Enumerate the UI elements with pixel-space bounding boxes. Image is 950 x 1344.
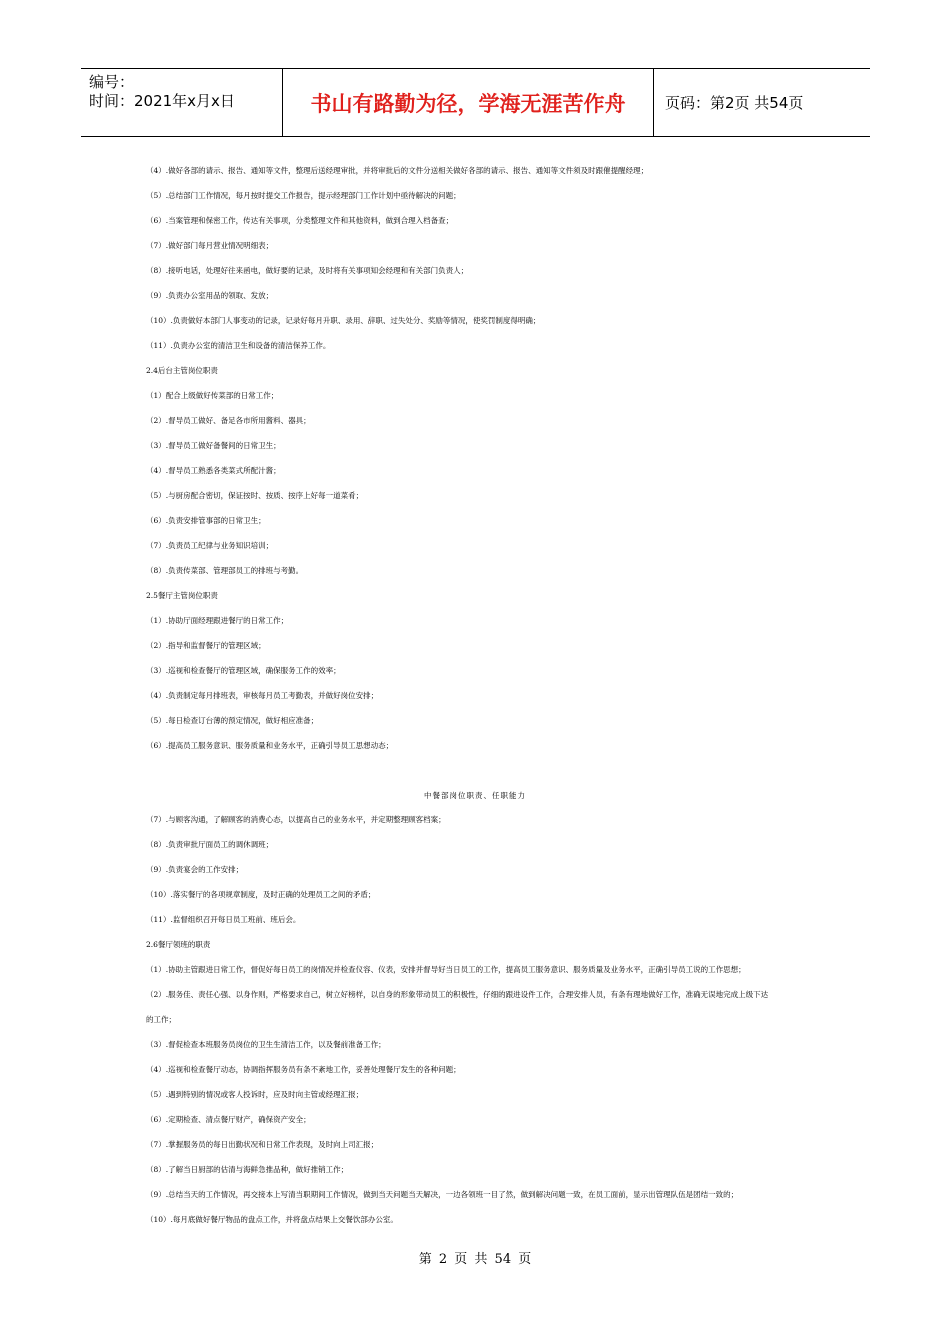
text-line: （1）.协助厅面经理跟进餐厅的日常工作； [146,616,289,625]
text-line: （3）.督促检查本班服务员岗位的卫生生清洁工作，以及餐前准备工作； [146,1040,386,1049]
text-line: （4）.督导员工熟悉各类菜式所配汁酱； [146,466,281,475]
text-line: （2）.服务佳、责任心强、以身作则，严格要求自己，树立好榜样，以自身的形象带动员工的积极性，仔细的跟进设件工作，合理安排人员，有条有理地做好工作，准确无误地完成上级下达 [146,990,769,999]
doc-number-label: 编号： [89,73,135,91]
page-footer: 第 2 页 共 54 页 [418,1252,532,1267]
text-line: （7）.负责员工纪律与业务知识培训； [146,541,274,550]
text-line: （5）.遇到特别的情况或客人投诉时，应及时向主管或经理汇报； [146,1090,364,1099]
text-line: （9）.负责办公室用品的领取、发放； [146,291,274,300]
text-line: （4）.巡视和检查餐厅动态，协调指挥服务员有条不紊地工作，妥善处理餐厅发生的各种问题； [146,1065,461,1074]
text-line: 的工作； [146,1015,176,1024]
text-line: （8）.了解当日厨部的估清与海鲜急推品种，做好推销工作； [146,1165,349,1174]
text-line: （6）.当案管理和保密工作，传达有关事项，分类整理文件和其他资料，做到合理入档备查； [146,216,454,225]
text-line: （4）.负责制定每月排班表，审核每月员工考勤表，并做好岗位安排； [146,691,379,700]
text-line: （7）.掌握服务员的每日出勤状况和日常工作表现，及时向上司汇报； [146,1140,379,1149]
running-title: 中餐部岗位职责、任职能力 [424,791,526,800]
text-line: （6）.负责安排管事部的日常卫生； [146,516,266,525]
section-heading: 2.4后台主管岗位职责 [146,366,218,375]
text-line: （6）.定期检查、清点餐厅财产，确保资产安全； [146,1115,311,1124]
text-line: （2）.督导员工做好、备足各市所用酱料、器具； [146,416,311,425]
section-heading: 2.5餐厅主管岗位职责 [146,591,218,600]
text-line: （9）.总结当天的工作情况，再交接本上写清当职期间工作情况，做到当天问题当天解决，一边各领班一目了然，做到解决问题一致，在员工面前，显示出管理队伍是团结一致的； [146,1190,739,1199]
text-line: （11）.监督组织召开每日员工班前、班后会。 [146,915,301,924]
text-line: （1）.协助主管跟进日常工作，督促好每日员工的岗情况并检查仪容、仪表，安排并督导好当日员工的工作，提高员工服务意识、服务质量及业务水平，正确引导员工说的工作思想； [146,965,746,974]
text-line: （5）.每日检查订台薄的预定情况，做好相应准备； [146,716,319,725]
text-line: （8）.负责审批厅面员工的调休调班； [146,840,274,849]
text-line: （2）.指导和监督餐厅的管理区域； [146,641,266,650]
text-line: （4）.做好各部的请示、报告、通知等文件，整理后送经理审批，并将审批后的文件分送相关做好各部的请示、报告、通知等文件须及时跟催提醒经理； [146,166,649,175]
text-line: （3）.巡视和检查餐厅的管理区域，确保服务工作的效率； [146,666,341,675]
text-line: （11）.负责办公室的清洁卫生和设备的清洁保养工作。 [146,341,331,350]
text-line: （5）.总结部门工作情况，每月按时提交工作报告，提示经理部门工作计划中亟待解决的问题； [146,191,461,200]
text-line: （1）配合上级做好传菜部的日常工作； [146,391,279,400]
header-page-info: 页码：第2页 共54页 [665,94,804,112]
text-line: （10）.落实餐厅的各项规章制度，及时正确的处理员工之间的矛盾； [146,890,376,899]
text-line: （7）.做好部门每月营业情况明细表； [146,241,274,250]
text-line: （8）.负责传菜部、管理部员工的排班与考勤。 [146,566,304,575]
header-motto: 书山有路勤为径，学海无涯苦作舟 [282,69,654,136]
text-line: （3）.督导员工做好备餐间的日常卫生； [146,441,281,450]
text-line: （9）.负责宴会的工作安排； [146,865,244,874]
text-line: （10）.负责做好本部门人事变动的记录，记录好每月升职、录用、辞职、过失处分、奖励等情况，使奖罚制度得明确； [146,316,541,325]
header-meta [81,69,289,140]
text-line: （6）.提高员工服务意识、服务质量和业务水平，正确引导员工思想动态； [146,741,394,750]
text-line: （7）.与顾客沟通，了解顾客的消费心态，以提高自己的业务水平，并定期整理顾客档案； [146,815,446,824]
text-line: （10）.每月底做好餐厅物品的盘点工作，并将盘点结果上交餐饮部办公室。 [146,1215,398,1224]
doc-time-label: 时间：2021年x月x日 [89,92,235,110]
section-heading: 2.6餐厅领班的职责 [146,940,211,949]
page-header [81,68,870,137]
text-line: （5）.与厨房配合密切，保证按时、按质、按序上好每一道菜肴； [146,491,364,500]
text-line: （8）.接听电话，处理好往来函电，做好要的记录，及时将有关事项知会经理和有关部门负责人； [146,266,469,275]
